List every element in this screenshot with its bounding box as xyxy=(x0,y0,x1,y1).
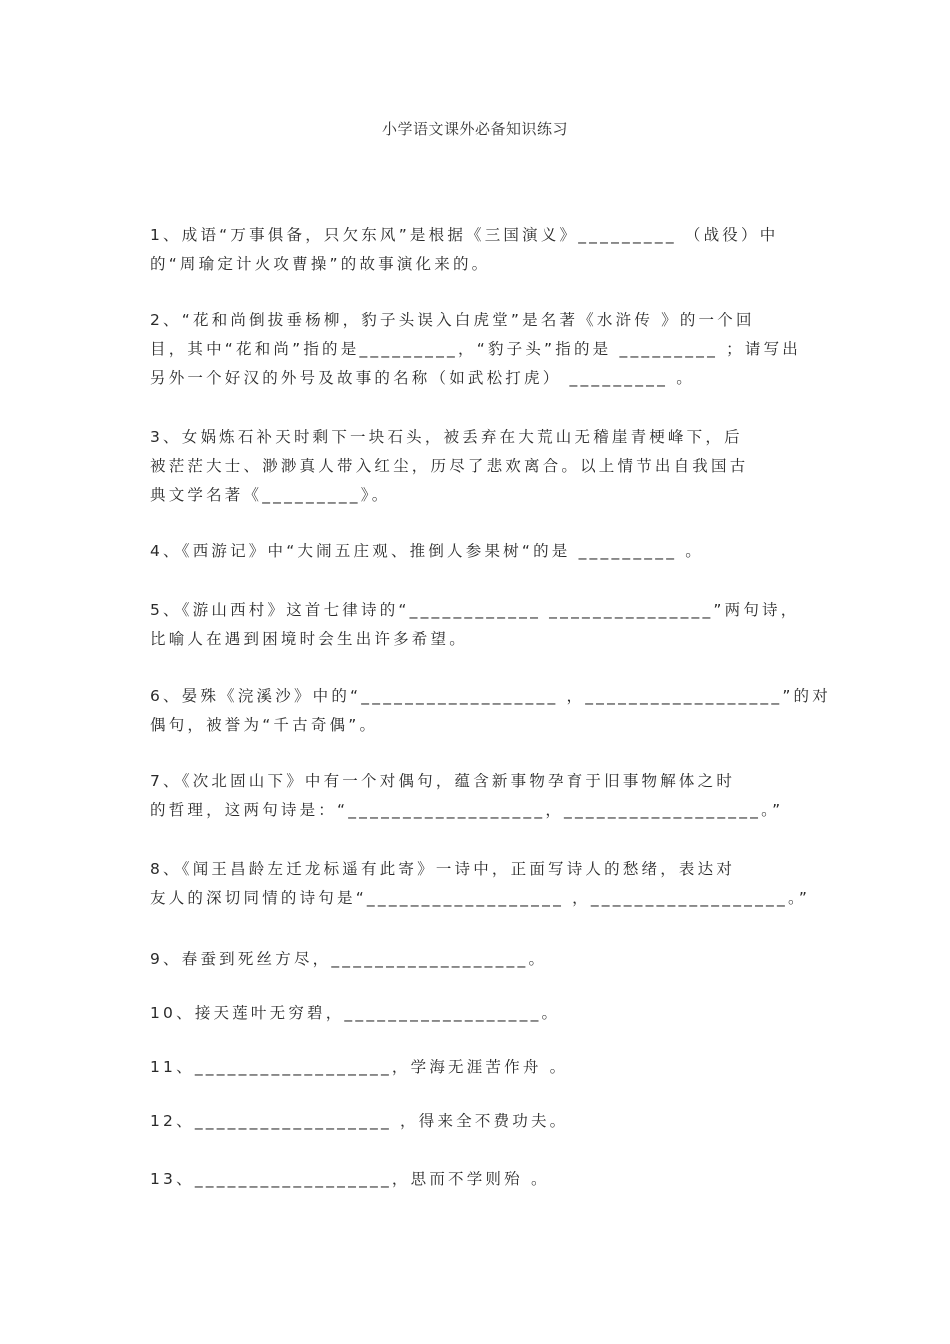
question-line: 7、《次北固山下》中有一个对偶句，蕴含新事物孕育于旧事物解体之时 xyxy=(150,772,736,790)
question-line: 被茫茫大士、渺渺真人带入红尘，历尽了悲欢离合。以上情节出自我国古 xyxy=(150,457,749,475)
question-line: 13、__________________，思而不学则殆 。 xyxy=(150,1170,550,1188)
question-7 xyxy=(150,767,805,825)
question-line: 11、__________________，学海无涯苦作舟 。 xyxy=(150,1058,569,1076)
question-5 xyxy=(150,596,805,654)
question-10 xyxy=(150,999,805,1028)
question-3 xyxy=(150,423,805,510)
question-line: 另外一个好汉的外号及故事的名称（如武松打虎） _________ 。 xyxy=(150,369,695,387)
question-line: 3、女娲炼石补天时剩下一块石头，被丢弃在大荒山无稽崖青梗峰下，后 xyxy=(150,428,743,446)
question-line: 2、“花和尚倒拔垂杨柳，豹子头误入白虎堂”是名著《水浒传 》的一个回 xyxy=(150,311,755,329)
question-line: 5、《游山西村》这首七律诗的“____________ _______________”两句诗， xyxy=(150,601,800,619)
question-line: 4、《西游记》中“大闹五庄观、推倒人参果树“的是 _________ 。 xyxy=(150,542,704,560)
question-line: 的“周瑜定计火攻曹操”的故事演化来的。 xyxy=(150,255,491,273)
question-6 xyxy=(150,682,831,740)
question-line: 6、晏殊《浣溪沙》中的“__________________ ，__________________”的对 xyxy=(150,687,831,705)
question-4 xyxy=(150,537,805,566)
question-line: 比喻人在遇到困境时会生出许多希望。 xyxy=(150,630,468,648)
question-11 xyxy=(150,1053,805,1082)
question-line: 的哲理，这两句诗是：“__________________，__________________。” xyxy=(150,801,784,819)
question-12 xyxy=(150,1107,805,1136)
question-line: 1、成语“万事俱备，只欠东风”是根据《三国演义》_________ （战役）中 xyxy=(150,226,779,244)
question-line: 典文学名著《_________》。 xyxy=(150,486,391,504)
question-9 xyxy=(150,945,805,974)
question-line: 10、接天莲叶无穷碧，__________________。 xyxy=(150,1004,561,1022)
question-1 xyxy=(150,221,805,279)
question-13 xyxy=(150,1165,805,1194)
question-line: 目，其中“花和尚”指的是_________，“豹子头”指的是 _________ ；请写出 xyxy=(150,340,801,358)
question-line: 8、《闻王昌龄左迁龙标遥有此寄》一诗中，正面写诗人的愁绪，表达对 xyxy=(150,860,736,878)
question-line: 9、春蚕到死丝方尽，__________________。 xyxy=(150,950,548,968)
question-line: 友人的深切同情的诗句是“__________________ ，__________________。” xyxy=(150,889,811,907)
page-title: 小学语文课外必备知识练习 xyxy=(381,120,568,138)
question-line: 偶句，被誉为“千古奇偶”。 xyxy=(150,716,379,734)
question-8 xyxy=(150,855,811,913)
question-2 xyxy=(150,306,805,393)
question-line: 12、__________________ ，得来全不费功夫。 xyxy=(150,1112,569,1130)
